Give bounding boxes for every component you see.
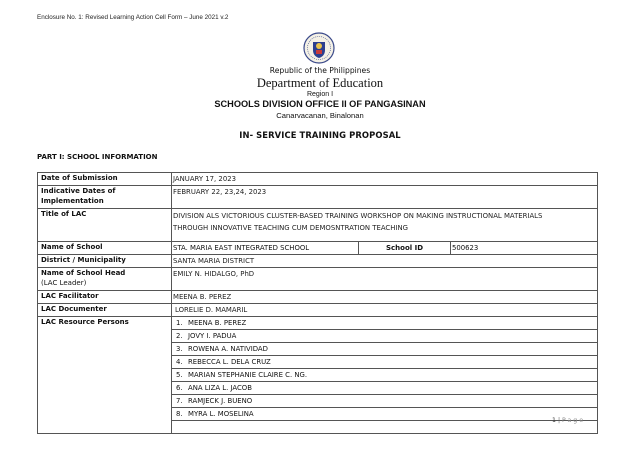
row-name-of-school [38,242,597,255]
label-school-head [38,268,172,290]
label-district: District / Municipality [38,255,172,267]
region-label: Region I [306,91,334,98]
location-label: Canarvacanan, Binalonan [276,111,364,120]
row-indicative-dates [38,186,597,209]
value-date-of-submission: JANUARY 17, 2023 [173,175,236,183]
resource-persons-list [172,317,597,433]
value-title-of-lac [172,209,597,241]
page-separator: | [557,417,561,424]
part-heading: PART I: SCHOOL INFORMATION [37,153,158,161]
division-label: SCHOOLS DIVISION OFFICE II OF PANGASINAN [214,99,426,109]
label-date-of-submission: Date of Submission [38,173,172,185]
deped-seal-icon [303,32,335,64]
row-district [38,255,597,268]
department-label: Department of Education [256,76,384,90]
list-item-empty [172,421,597,433]
label-facilitator: LAC Facilitator [38,291,172,303]
row-title-of-lac [38,209,597,242]
school-split [172,242,597,254]
value-documenter: LORELIE D. MAMARIL [175,306,248,314]
list-item: 2. JOVY I. PADUA [172,330,597,343]
document-title: IN- SERVICE TRAINING PROPOSAL [239,130,401,140]
list-item: 7. RAMJECK J. BUENO [172,395,597,408]
list-item: 5. MARIAN STEPHANIE CLAIRE C. NG. [172,369,597,382]
value-indicative-dates: FEBRUARY 22, 23,24, 2023 [173,188,267,196]
row-documenter [38,304,597,317]
page-number: 1 [552,417,556,424]
page-word: Page [562,417,586,424]
school-head-label: Name of School Head [41,269,126,277]
list-item: 8. MYRA L. MOSELINA [172,408,597,421]
title-line-2: THROUGH INNOVATIVE TEACHING CUM DEMOSNTRATION TEACHING [173,224,408,232]
label-name-of-school: Name of School [38,242,172,254]
value-name-of-school: STA. MARIA EAST INTEGRATED SCHOOL [172,242,359,254]
value-school-head: EMILY N. HIDALGO, PhD [173,270,255,278]
row-school-head [38,268,597,291]
page-footer [552,417,585,424]
school-information-table [37,172,598,434]
list-item: 3. ROWENA A. NATIVIDAD [172,343,597,356]
label-documenter: LAC Documenter [38,304,172,316]
label-school-id: School ID [359,242,451,254]
list-item: 6. ANA LIZA L. JACOB [172,382,597,395]
value-district: SANTA MARIA DISTRICT [173,257,255,265]
value-facilitator: MEENA B. PEREZ [173,293,232,301]
school-head-sublabel: (LAC Leader) [41,278,87,287]
title-line-1: DIVISION ALS VICTORIOUS CLUSTER-BASED TRAINING WORKSHOP ON MAKING INSTRUCTIONAL MATERIALS [173,212,543,220]
row-facilitator [38,291,597,304]
value-school-id: 500623 [452,244,479,252]
label-indicative-dates: Indicative Dates of Implementation [38,186,172,208]
list-item: 1. MEENA B. PEREZ [172,317,597,330]
label-title-of-lac: Title of LAC [38,209,172,241]
row-resource-persons [38,317,597,433]
enclosure-note: Enclosure No. 1: Revised Learning Action Cell Form – June 2021 v.2 [37,14,229,21]
row-date-of-submission [38,173,597,186]
republic-label: Republic of the Philippines [269,66,371,75]
list-item: 4. REBECCA L. DELA CRUZ [172,356,597,369]
label-resource-persons: LAC Resource Persons [38,317,172,433]
